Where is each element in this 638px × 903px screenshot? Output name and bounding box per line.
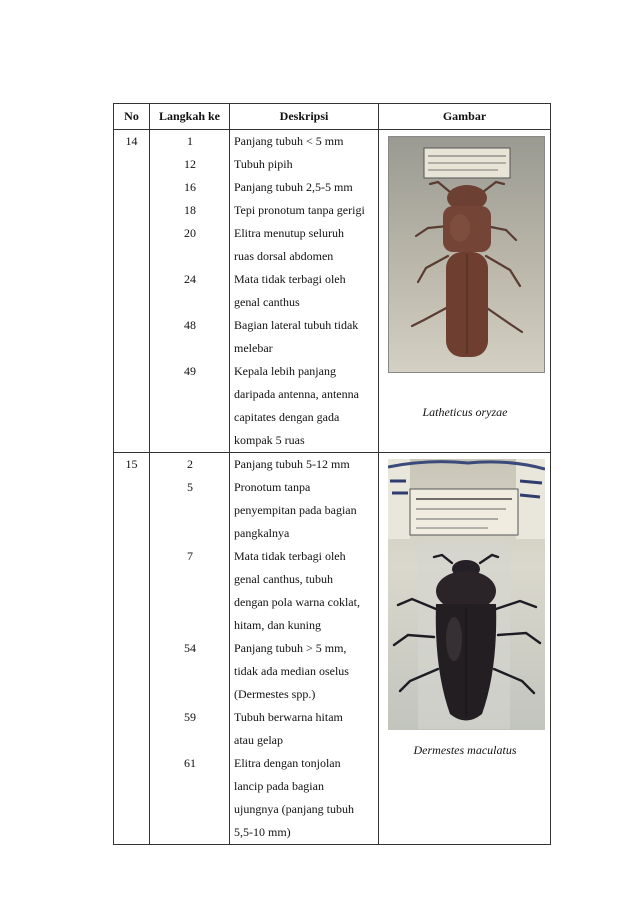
description-line: genal canthus xyxy=(234,295,300,309)
description-line: Panjang tubuh < 5 mm xyxy=(234,134,344,148)
latheticus-beetle-image xyxy=(388,136,545,373)
step-number: 24 xyxy=(184,272,196,286)
specimen-caption: Dermestes maculatus xyxy=(413,743,517,757)
step-number: 5 xyxy=(187,480,193,494)
description-line: daripada antenna, antenna xyxy=(234,387,359,401)
description-line: Tepi pronotum tanpa gerigi xyxy=(234,203,365,217)
step-number: 2 xyxy=(187,457,193,471)
description-line: Panjang tubuh 2,5-5 mm xyxy=(234,180,353,194)
description-line: Tubuh berwarna hitam xyxy=(234,710,343,724)
dermestes-beetle-image xyxy=(388,459,545,730)
description-line: Mata tidak terbagi oleh xyxy=(234,549,346,563)
description-line: ruas dorsal abdomen xyxy=(234,249,334,263)
step-number: 16 xyxy=(184,180,196,194)
description-line: atau gelap xyxy=(234,733,283,747)
step-number: 18 xyxy=(184,203,196,217)
description-line: ujungnya (panjang tubuh xyxy=(234,802,354,816)
row-number: 15 xyxy=(114,453,150,845)
description-line: Pronotum tanpa xyxy=(234,480,311,494)
step-number: 49 xyxy=(184,364,196,378)
table-row xyxy=(114,453,551,845)
description-line: Bagian lateral tubuh tidak xyxy=(234,318,359,332)
description-line: 5,5-10 mm) xyxy=(234,825,291,839)
step-number: 48 xyxy=(184,318,196,332)
description-line: kompak 5 ruas xyxy=(234,433,305,447)
description-line: Elitra menutup seluruh xyxy=(234,226,344,240)
step-number: 59 xyxy=(184,710,196,724)
row-number: 14 xyxy=(114,130,150,453)
table-header-row xyxy=(114,104,551,130)
description-line: (Dermestes spp.) xyxy=(234,687,316,701)
description-line: Panjang tubuh > 5 mm, xyxy=(234,641,347,655)
step-number: 7 xyxy=(187,549,193,563)
header-picture: Gambar xyxy=(379,104,551,130)
description-line: capitates dengan gada xyxy=(234,410,340,424)
description-line: Mata tidak terbagi oleh xyxy=(234,272,346,286)
specimen-photo xyxy=(388,459,545,730)
step-number: 1 xyxy=(187,134,193,148)
description-cell xyxy=(230,453,379,845)
step-number: 20 xyxy=(184,226,196,240)
picture-cell xyxy=(379,453,551,845)
header-step: Langkah ke xyxy=(150,104,230,130)
description-line: dengan pola warna coklat, xyxy=(234,595,360,609)
specimen-photo xyxy=(388,136,545,373)
description-line: genal canthus, tubuh xyxy=(234,572,333,586)
header-description: Deskripsi xyxy=(230,104,379,130)
description-line: Elitra dengan tonjolan xyxy=(234,756,341,770)
description-line: Tubuh pipih xyxy=(234,157,293,171)
description-line: tidak ada median oselus xyxy=(234,664,349,678)
description-line: Panjang tubuh 5-12 mm xyxy=(234,457,350,471)
step-number: 54 xyxy=(184,641,196,655)
step-cell xyxy=(150,453,230,845)
table-row xyxy=(114,130,551,453)
specimen-caption: Latheticus oryzae xyxy=(422,405,508,419)
description-line: lancip pada bagian xyxy=(234,779,324,793)
description-cell xyxy=(230,130,379,453)
description-line: penyempitan pada bagian xyxy=(234,503,357,517)
description-line: Kepala lebih panjang xyxy=(234,364,336,378)
description-line: pangkalnya xyxy=(234,526,290,540)
description-line: melebar xyxy=(234,341,273,355)
description-line: hitam, dan kuning xyxy=(234,618,321,632)
step-number: 12 xyxy=(184,157,196,171)
step-number: 61 xyxy=(184,756,196,770)
picture-cell xyxy=(379,130,551,453)
step-cell xyxy=(150,130,230,453)
identification-key-table xyxy=(113,103,551,845)
header-no: No xyxy=(114,104,150,130)
